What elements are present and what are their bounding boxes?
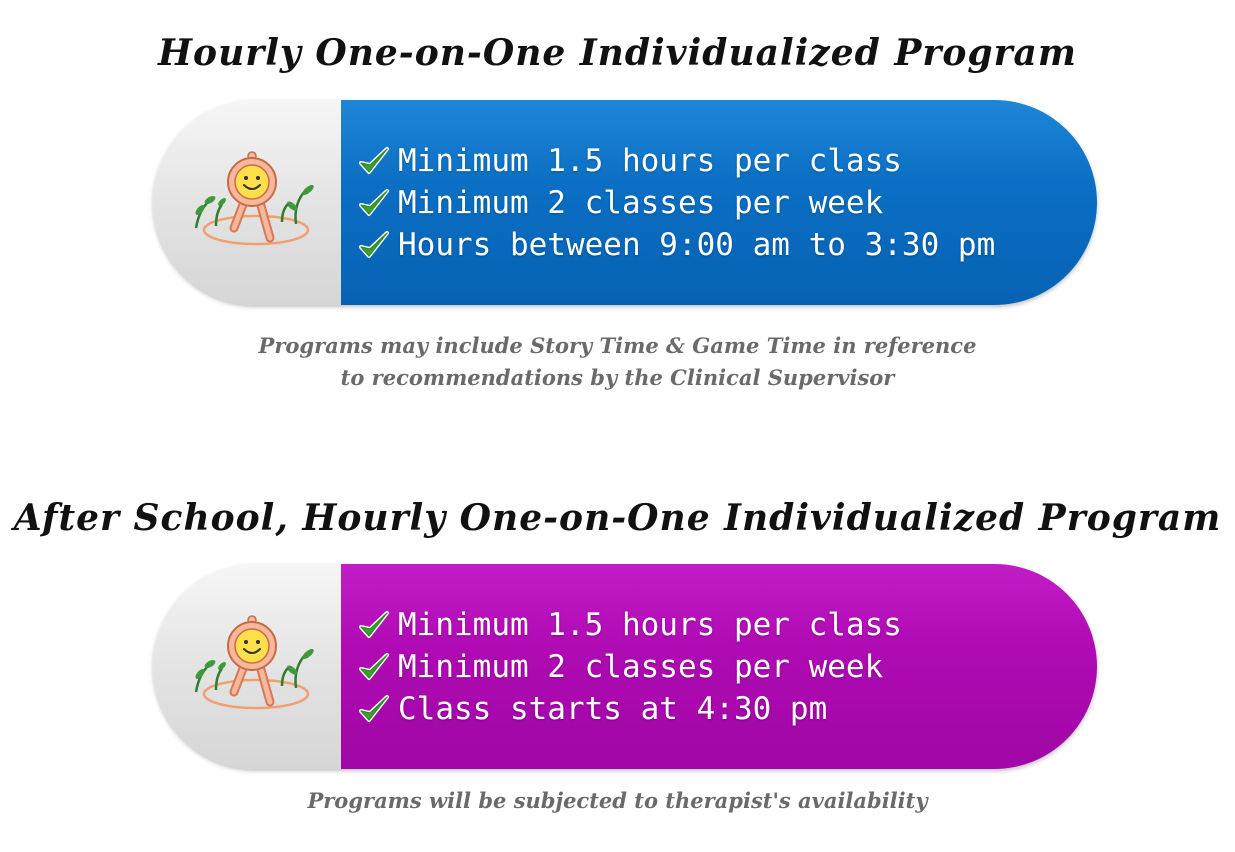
list-item [358, 224, 995, 266]
list-item [358, 646, 902, 688]
list-item [358, 182, 995, 224]
checkmark-icon [358, 145, 390, 177]
note-line: Programs may include Story Time & Game Time in reference [258, 333, 977, 358]
list-item [358, 140, 995, 182]
smiley-magnifier-logo-icon [186, 150, 316, 255]
checkmark-icon [358, 229, 390, 261]
checkmark-icon [358, 651, 390, 683]
item-label: Minimum 2 classes per week [398, 185, 884, 221]
program1-logo-panel [153, 100, 341, 305]
program1-note [0, 330, 1235, 394]
program1-item-list [358, 140, 995, 266]
checkmark-icon [358, 187, 390, 219]
program2-title: After School, Hourly One-on-One Individualized Program [13, 497, 1222, 539]
list-item [358, 688, 902, 730]
program2-card [153, 564, 1097, 769]
checkmark-icon [358, 609, 390, 641]
item-label: Minimum 1.5 hours per class [398, 143, 902, 179]
item-label: Hours between 9:00 am to 3:30 pm [398, 227, 996, 263]
item-label: Class starts at 4:30 pm [398, 691, 828, 727]
program1-title: Hourly One-on-One Individualized Program [158, 32, 1077, 74]
program2-note [0, 785, 1235, 817]
note-line: to recommendations by the Clinical Supervisor [340, 365, 895, 390]
item-label: Minimum 1.5 hours per class [398, 607, 902, 643]
program2-item-list [358, 604, 902, 730]
list-item [358, 604, 902, 646]
checkmark-icon [358, 693, 390, 725]
item-label: Minimum 2 classes per week [398, 649, 884, 685]
program2-logo-panel [153, 564, 341, 769]
smiley-magnifier-logo-icon [186, 614, 316, 719]
note-line: Programs will be subjected to therapist's availability [307, 788, 928, 813]
program1-card [153, 100, 1097, 305]
